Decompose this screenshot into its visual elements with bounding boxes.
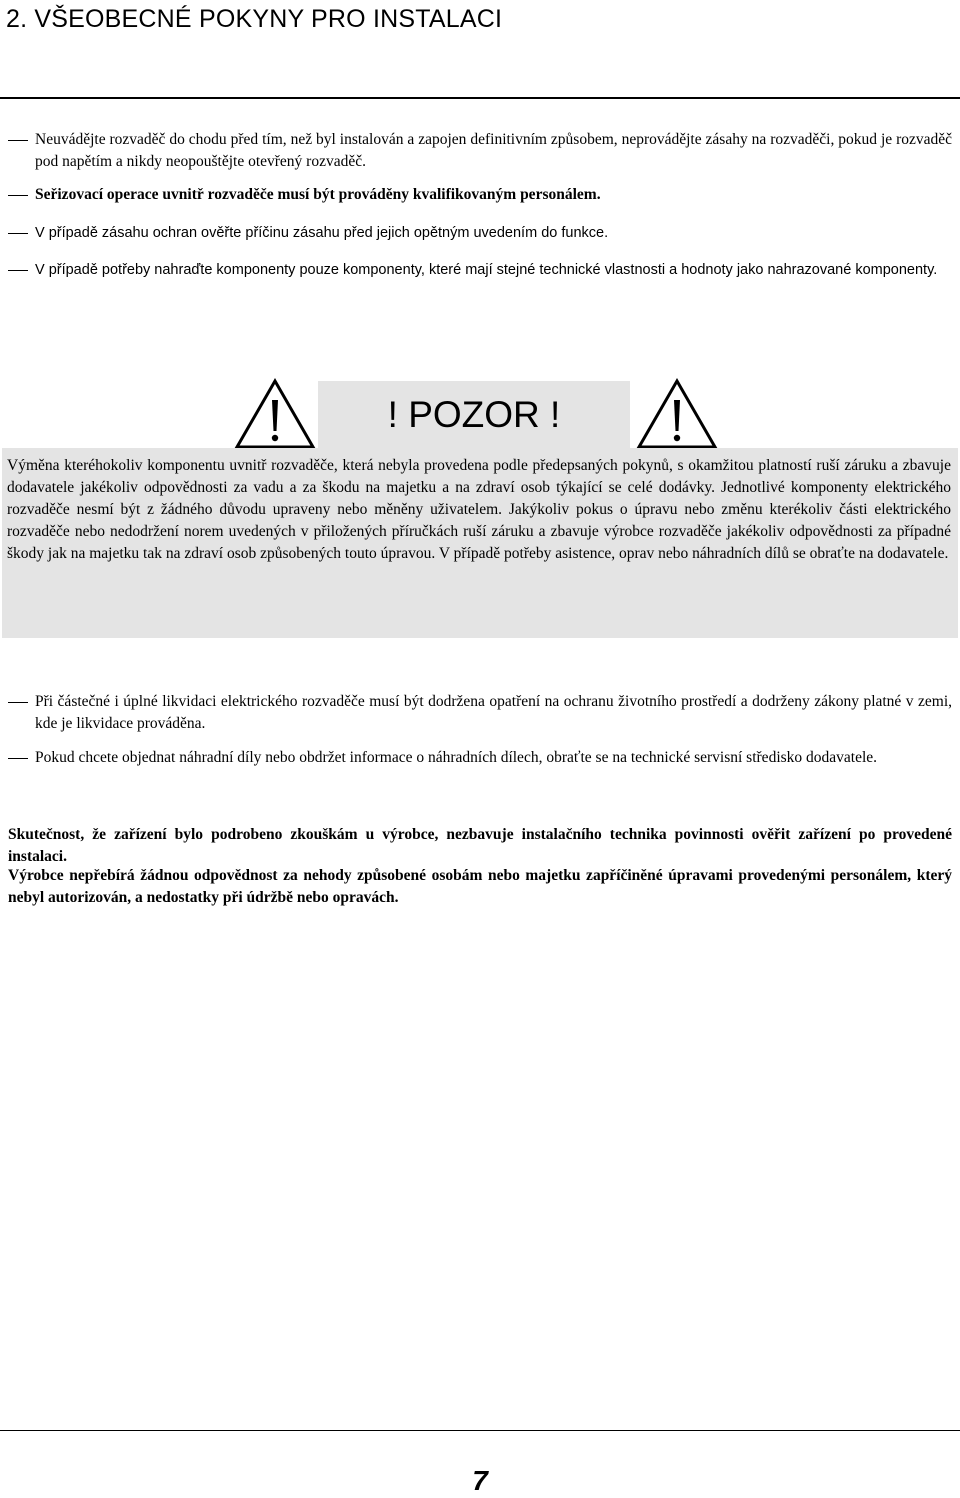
dash-marker: [8, 195, 28, 196]
dash-marker: [8, 233, 28, 234]
warning-body: Výměna kteréhokoliv komponentu uvnitř rozvaděče, která nebyla provedena podle předepsaných pokynů, s okamžitou platností ruší záruku a zbavuje dodavatele jakékoliv odpovědnosti za vadu a za škodu na majetku a na zdraví osob týkající se celé dodávky. Jednotlivé komponenty elektrického rozvaděče nesmí být z žádného důvodu upraveny nebo měněny uživatelem. Jakýkoliv pokus o úpravu nebo změnu kterékoliv části elektrického rozvaděče nebo nedodržení norem uvedených v přiložených příručkách ruší záruku a zbavuje výrobce rozvaděče jakékoliv odpovědnosti za případné škody jak na majetku tak na zdraví osob způsobených touto úpravou. V případě potřeby asistence, oprav nebo náhradních dílů se obraťte na dodavatele.: [7, 457, 951, 562]
dash-marker: [8, 140, 28, 141]
dash-marker: [8, 702, 28, 703]
warning-triangle-icon: [234, 378, 316, 450]
heading-divider: [0, 97, 960, 99]
bullet-item: [8, 129, 952, 173]
bullet-item: [8, 222, 952, 244]
bullet-item: [8, 259, 952, 281]
warning-triangle-icon: [636, 378, 718, 450]
warning-title: ! POZOR !: [387, 394, 561, 435]
final-note: Skutečnost, že zařízení bylo podrobeno zkouškám u výrobce, nezbavuje instalačního technika povinnosti ověřit zařízení po provedené instalaci.: [8, 826, 952, 865]
bullet-item: [8, 747, 952, 769]
bullet-item: [8, 184, 952, 206]
bullet-text: Seřizovací operace uvnitř rozvaděče musí být prováděny kvalifikovaným personálem.: [35, 186, 601, 203]
page-number: 7: [472, 1465, 488, 1496]
bullet-text: Neuvádějte rozvaděč do chodu před tím, než byl instalován a zapojen definitivním způsobem, neprovádějte zásahy na rozvaděči, pokud je rozvaděč pod napětím a nikdy neopouštějte otevřený rozvaděč.: [35, 131, 952, 170]
section-heading: 2. VŠEOBECNÉ POKYNY PRO INSTALACI: [6, 5, 503, 33]
bullet-text: Při částečné i úplné likvidaci elektrického rozvaděče musí být dodržena opatření na ochranu životního prostředí a dodrženy zákony platné v zemi, kde je likvidace prováděna.: [35, 693, 952, 732]
warning-title-banner: [318, 381, 630, 448]
bullet-item: [8, 691, 952, 735]
bullet-text: V případě zásahu ochran ověřte příčinu zásahu před jejich opětným uvedením do funkce.: [35, 225, 609, 241]
footer-divider: [0, 1430, 960, 1431]
final-note: Výrobce nepřebírá žádnou odpovědnost za nehody způsobené osobám nebo majetku zapříčiněné úpravami provedenými personálem, který nebyl autorizován, a nedostatky při údržbě nebo opravách.: [8, 867, 952, 906]
dash-marker: [8, 758, 28, 759]
dash-marker: [8, 270, 28, 271]
bullet-text: Pokud chcete objednat náhradní díly nebo obdržet informace o náhradních dílech, obraťte se na technické servisní středisko dodavatele.: [35, 749, 878, 766]
bullet-text: V případě potřeby nahraďte komponenty pouze komponenty, které mají stejné technické vlastnosti a hodnoty jako nahrazované komponenty.: [35, 262, 938, 278]
